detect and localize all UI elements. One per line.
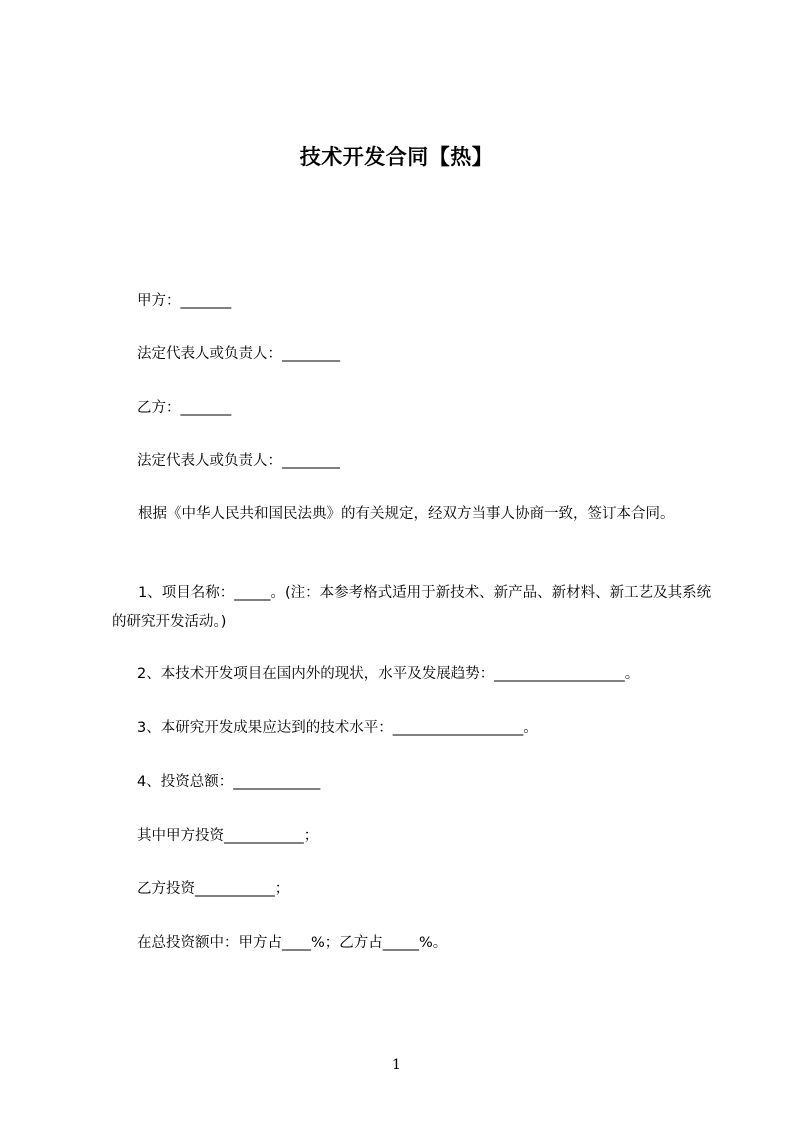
party-b-representative-line: 法定代表人或负责人：________ xyxy=(137,453,340,469)
item-4-investment-share: 在总投资额中：甲方占____%；乙方占_____%。 xyxy=(137,935,448,951)
page-number: 1 xyxy=(392,1057,401,1073)
item-3-line: 3、本研究开发成果应达到的技术水平：__________________。 xyxy=(137,720,538,736)
item-4-line: 4、投资总额：____________ xyxy=(137,774,321,790)
item-4-party-b-investment: 乙方投资___________； xyxy=(137,881,290,897)
item-1-paragraph xyxy=(112,579,712,637)
document-title: 技术开发合同【热】 xyxy=(299,145,494,169)
item-4-party-a-investment: 其中甲方投资___________； xyxy=(137,828,319,844)
preamble-paragraph xyxy=(112,500,712,529)
party-a-line: 甲方：_______ xyxy=(137,293,232,309)
item-1-text: 1、项目名称：_____。(注：本参考格式适用于新技术、新产品、新材料、新工艺及其系统的研究开发活动。) xyxy=(112,585,712,630)
party-b-line: 乙方：_______ xyxy=(137,400,232,416)
party-a-representative-line: 法定代表人或负责人：________ xyxy=(137,346,340,362)
preamble-text: 根据《中华人民共和国民法典》的有关规定，经双方当事人协商一致，签订本合同。 xyxy=(138,506,675,522)
item-2-line: 2、本技术开发项目在国内外的现状，水平及发展趋势：__________________。 xyxy=(137,666,640,682)
